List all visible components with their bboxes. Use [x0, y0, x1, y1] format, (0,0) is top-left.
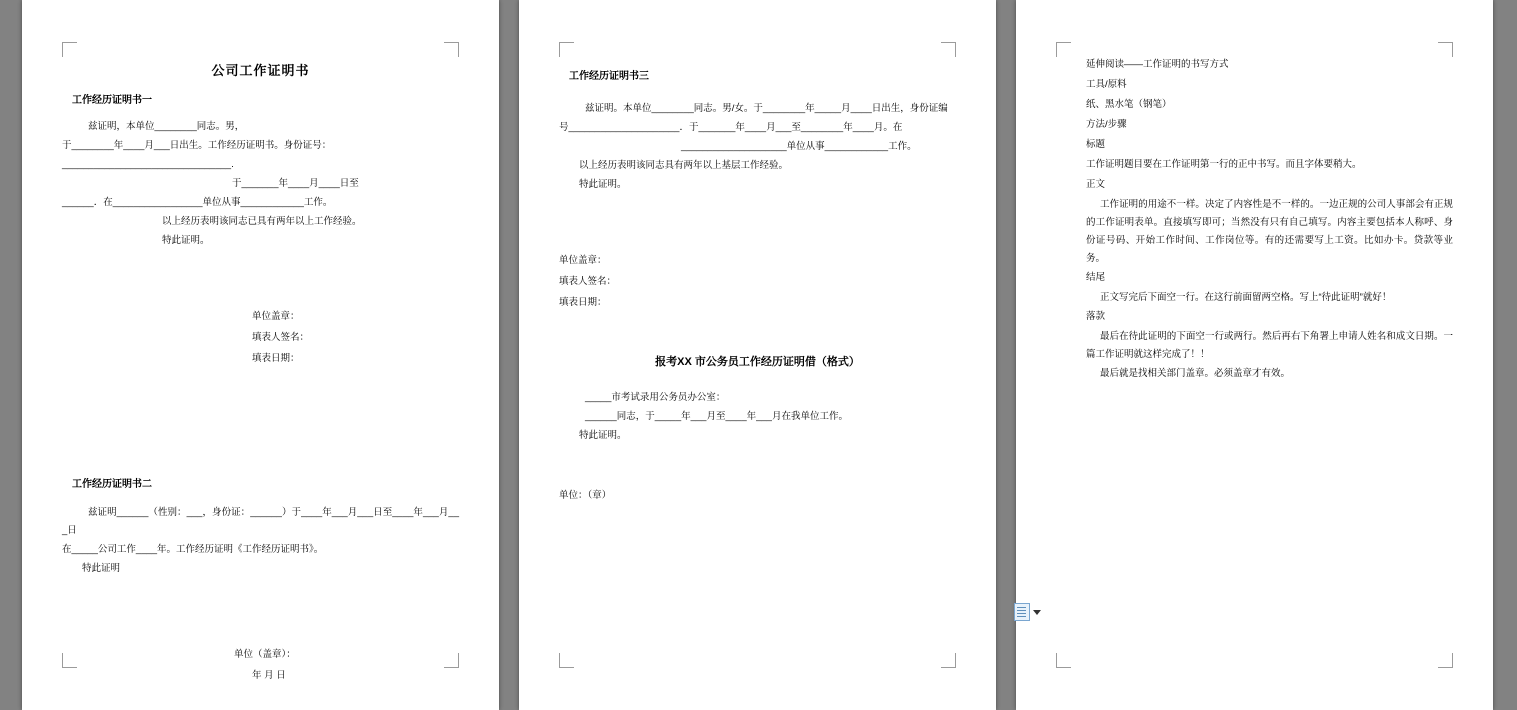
list-item: 延伸阅读——工作证明的书写方式 — [1086, 59, 1229, 70]
signature-line: 填表人签名： — [559, 276, 617, 287]
extended-reading-list-2 — [1086, 269, 1453, 287]
section-heading-4: 报考XX 市公务员工作经历证明借（格式） — [655, 356, 860, 368]
document-page-3 — [1016, 0, 1493, 710]
document-page-2 — [519, 0, 996, 710]
signature-line: 填表人签名： — [252, 332, 310, 343]
signature-line: 填表日期： — [252, 353, 300, 364]
body-line: 特此证明。 — [162, 235, 210, 246]
body-line: 于________年____月___日出生。工作经历证明书。身份证号： — [62, 140, 332, 151]
list-item: 方法/步骤 — [1086, 119, 1127, 130]
list-item: 结尾 — [1086, 272, 1106, 283]
section-heading-1: 工作经历证明书一 — [72, 95, 152, 106]
body-line: 特此证明。 — [579, 430, 627, 441]
body-line: _____市考试录用公务员办公室： — [585, 392, 726, 403]
list-item: 工具/原料 — [1086, 79, 1127, 90]
body-line: 兹证明______（性别：___，身份证：______）于____年___月___日至____年___月___日 — [62, 507, 459, 536]
body-line: ______同志，于_____年___月至____年___月在我单位工作。 — [585, 411, 848, 422]
paragraph: 正文写完后下面空一行。在这行前面留两空格。写上“待此证明”就好！ — [1100, 292, 1392, 303]
body-line: 兹证明。本单位________同志。男/女。于________年_____月____日出生，身份证编 — [585, 103, 948, 114]
signature-block-3 — [559, 251, 956, 313]
body-line: 特此证明 — [82, 563, 121, 574]
body-line: 于_______年____月____日至 — [232, 178, 359, 189]
body-line: ____________________单位从事____________工作。 — [681, 141, 917, 152]
body-line: 兹证明，本单位________同志。男， — [88, 121, 245, 132]
paste-options-control[interactable] — [1014, 602, 1048, 622]
list-item: 纸、黑水笔（钢笔） — [1086, 99, 1172, 110]
paragraph: 最后就是找相关部门盖章。必须盖章才有效。 — [1100, 368, 1291, 379]
body-line: 号_____________________．于_______年____月___至________年____月。在 — [559, 122, 903, 133]
section-heading-2: 工作经历证明书二 — [72, 479, 152, 490]
signature-block-4 — [559, 486, 956, 506]
extended-reading-list-3 — [1086, 308, 1453, 326]
list-item: 正文 — [1086, 179, 1106, 190]
body-line: 在_____公司工作____年。工作经历证明《工作经历证明书》。 — [62, 544, 324, 555]
extended-reading-list — [1086, 56, 1453, 194]
body-line: 以上经历表明该同志已具有两年以上工作经验。 — [162, 216, 362, 227]
signature-line: 单位盖章： — [252, 311, 300, 322]
paragraph: 工作证明的用途不一样。决定了内容性是不一样的。一边正规的公司人事部会有正规的工作证明表单。直接填写即可；当然没有只有自己填写。内容主要包括本人称呼、身份证号码、开始工作时间、工作岗位等。有的还需要写上工资。比如办卡。贷款等业务。 — [1086, 199, 1453, 264]
signature-block-2 — [234, 645, 459, 686]
body-line: 特此证明。 — [579, 179, 627, 190]
page-title: 公司工作证明书 — [211, 63, 310, 78]
signature-line: 单位（盖章）： — [234, 649, 296, 660]
document-page-1 — [22, 0, 499, 710]
signature-line: 单位：（章） — [559, 490, 612, 501]
signature-block-1 — [252, 307, 459, 369]
list-item: 工作证明题目要在工作证明第一行的正中书写。而且字体要稍大。 — [1086, 159, 1362, 170]
signature-line: 单位盖章： — [559, 255, 607, 266]
body-line: ______．在_________________单位从事____________工作。 — [62, 197, 333, 208]
body-line: 以上经历表明该同志具有两年以上基层工作经验。 — [579, 160, 789, 171]
signature-line: 填表日期： — [559, 297, 607, 308]
signature-line: 年 月 日 — [252, 670, 286, 681]
document-icon[interactable] — [1014, 603, 1030, 621]
page-1-content — [62, 46, 459, 681]
page-2-content — [559, 46, 956, 664]
section-heading-3: 工作经历证明书三 — [569, 71, 649, 82]
paragraph: 最后在待此证明的下面空一行或两行。然后再右下角署上申请人姓名和成文日期。一篇工作证明就这样完成了！！ — [1086, 331, 1453, 360]
page-3-content — [1056, 46, 1453, 664]
body-line: ________________________________. — [62, 159, 234, 170]
list-item: 落款 — [1086, 311, 1106, 322]
list-item: 标题 — [1086, 139, 1106, 150]
chevron-down-icon[interactable] — [1033, 610, 1041, 615]
